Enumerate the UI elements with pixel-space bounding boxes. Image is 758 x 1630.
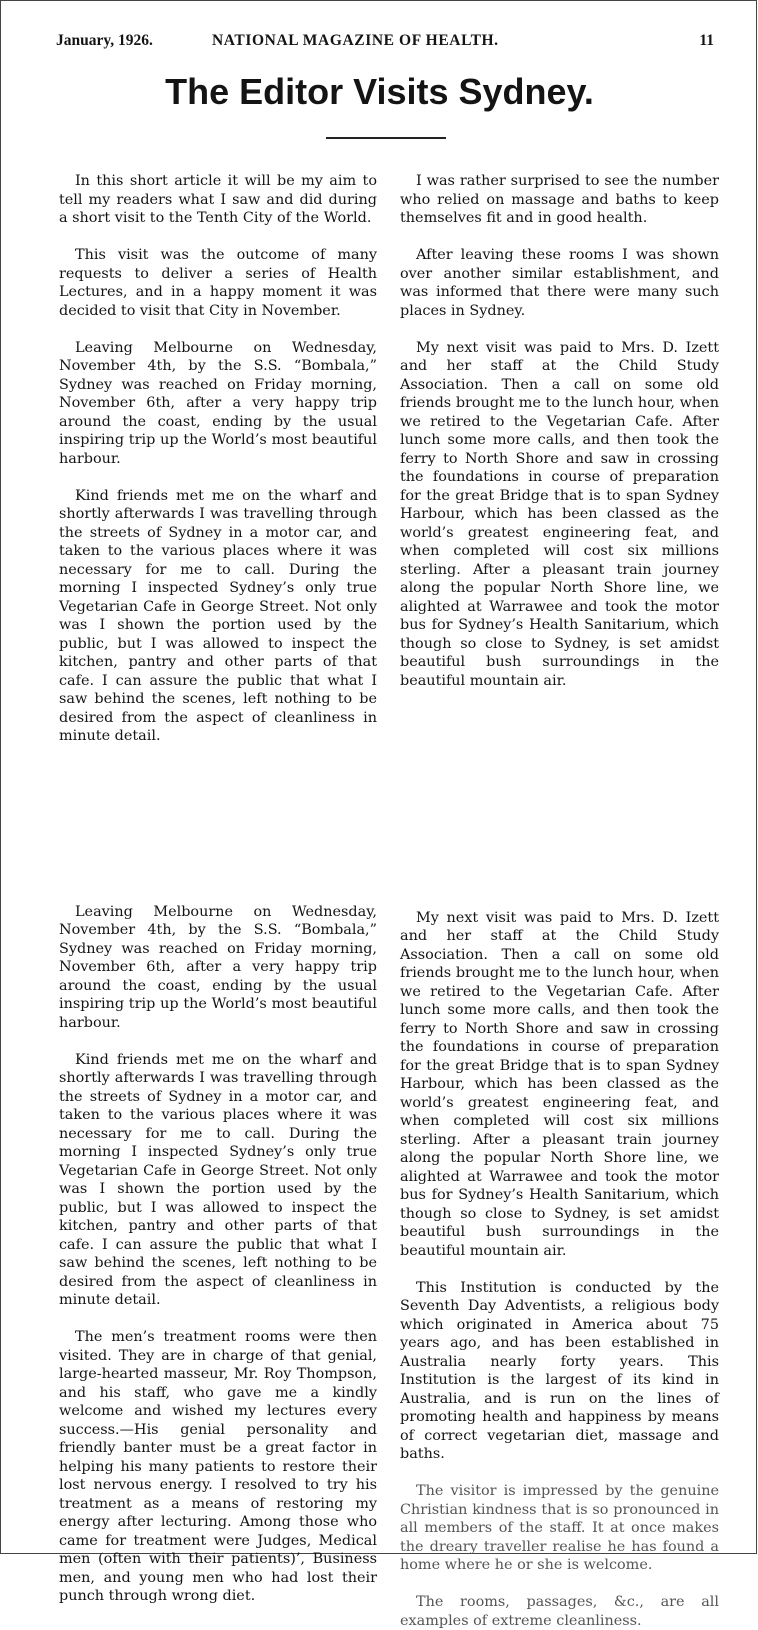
paragraph: The rooms, passages, &c., are all examples of extreme cleanliness.	[400, 1594, 719, 1629]
left-column	[59, 172, 377, 1604]
header-magazine-name: NATIONAL MAGAZINE OF HEALTH.	[212, 32, 499, 49]
paragraph: Kind friends met me on the wharf and shortly afterwards I was travelling through the streets of Sydney in a motor car, and taken to the various places where it was necessary for me to call. During the morning I inspected Sydney’s only true Vegetarian Cafe in George Street. Not only was I shown the portion used by the public, but I was allowed to inspect the kitchen, pantry and other parts of that cafe. I can assure the public that what I saw behind the scenes, left nothing to be desired from the aspect of cleanliness in minute detail.	[59, 1051, 377, 1308]
article-title: The Editor Visits Sydney.	[165, 71, 594, 112]
overlapped-text-region	[59, 339, 377, 903]
running-header	[56, 32, 714, 54]
paragraph: Leaving Melbourne on Wednesday, November 4th, by the S.S. “Bombala,” Sydney was reached on Friday morning, November 6th, after a very happy trip around the coast, ending by the usual inspiring trip up the World’s most beautiful harbour.	[59, 903, 377, 1031]
paragraph: In this short article it will be my aim to tell my readers what I saw and did during a short visit to the Tenth City of the World.	[59, 173, 377, 226]
header-date: January, 1926.	[56, 32, 153, 49]
paragraph: This Institution is conducted by the Seventh Day Adventists, a religious body which originated in America about 75 years ago, and has been established in Australia nearly forty years. This Institution is the largest of its kind in Australia, and is run on the lines of promoting health and happiness by means of correct vegetarian diet, massage and baths.	[400, 1279, 719, 1462]
right-column	[400, 172, 719, 1629]
paragraph: Kind friends met me on the wharf and shortly afterwards I was travelling through the streets of Sydney in a motor car, and taken to the various places where it was necessary for me to call. During the morning I inspected Sydney’s only true Vegetarian Cafe in George Street. Not only was I shown the portion used by the public, but I was allowed to inspect the kitchen, pantry and other parts of that cafe. I can assure the public that what I saw behind the scenes, left nothing to be desired from the aspect of cleanliness in minute detail.	[59, 487, 377, 744]
paragraph: Leaving Melbourne on Wednesday, November 4th, by the S.S. “Bombala,” Sydney was reached on Friday morning, November 6th, after a very happy trip around the coast, ending by the usual inspiring trip up the World’s most beautiful harbour.	[59, 339, 377, 467]
paragraph: This visit was the outcome of many requests to deliver a series of Health Lectures, and in a happy moment it was decided to visit that City in November.	[59, 247, 377, 319]
paragraph: The men’s treatment rooms were then visited. They are in charge of that genial, large-hearted masseur, Mr. Roy Thompson, and his staff, who gave me a kindly welcome and wished my lectures every success.—His genial personality and friendly banter must be a great factor in helping his many patients to restore their lost nervous energy. I resolved to try his treatment as a means of restoring my energy after lecturing. Among those who came for treatment were Judges, Medical men (often with their patients)’, Business men, and young men who had lost their punch through wrong diet.	[59, 1329, 377, 1604]
paragraph: After leaving these rooms I was shown over another similar establishment, and was informed that there were many such places in Sydney.	[400, 247, 719, 319]
paragraph: My next visit was paid to Mrs. D. Izett and her staff at the Child Study Association. Then a call on some old friends brought me to the lunch hour, when we retired to the Vegetarian Cafe. After lunch some more calls, and then took the ferry to North Shore and saw in crossing the foundations in course of preparation for the great Bridge that is to span Sydney Harbour, which has been classed as the world’s greatest engineering feat, and when completed will cost six millions sterling. After a pleasant train journey along the popular North Shore line, we alighted at Warrawee and took the motor bus for Sydney’s Health Sanitarium, which though so close to Sydney, is set amidst beautiful bush surroundings in the beautiful mountain air.	[400, 339, 719, 689]
paragraph: My next visit was paid to Mrs. D. Izett and her staff at the Child Study Association. Then a call on some old friends brought me to the lunch hour, when we retired to the Vegetarian Cafe. After lunch some more calls, and then took the ferry to North Shore and saw in crossing the foundations in course of preparation for the great Bridge that is to span Sydney Harbour, which has been classed as the world’s greatest engineering feat, and when completed will cost six millions sterling. After a pleasant train journey along the popular North Shore line, we alighted at Warrawee and took the motor bus for Sydney’s Health Sanitarium, which though so close to Sydney, is set amidst beautiful bush surroundings in the beautiful mountain air.	[400, 909, 719, 1259]
paragraph: I was rather surprised to see the number who relied on massage and baths to keep themselves fit and in good health.	[400, 173, 719, 226]
title-divider	[326, 137, 446, 139]
paragraph: The visitor is impressed by the genuine Christian kindness that is so pronounced in all members of the staff. It at once makes the dreary traveller realise he has found a home where he or she is welcome.	[400, 1483, 719, 1573]
header-page-number: 11	[699, 32, 714, 49]
overlapped-text-region	[400, 339, 719, 909]
